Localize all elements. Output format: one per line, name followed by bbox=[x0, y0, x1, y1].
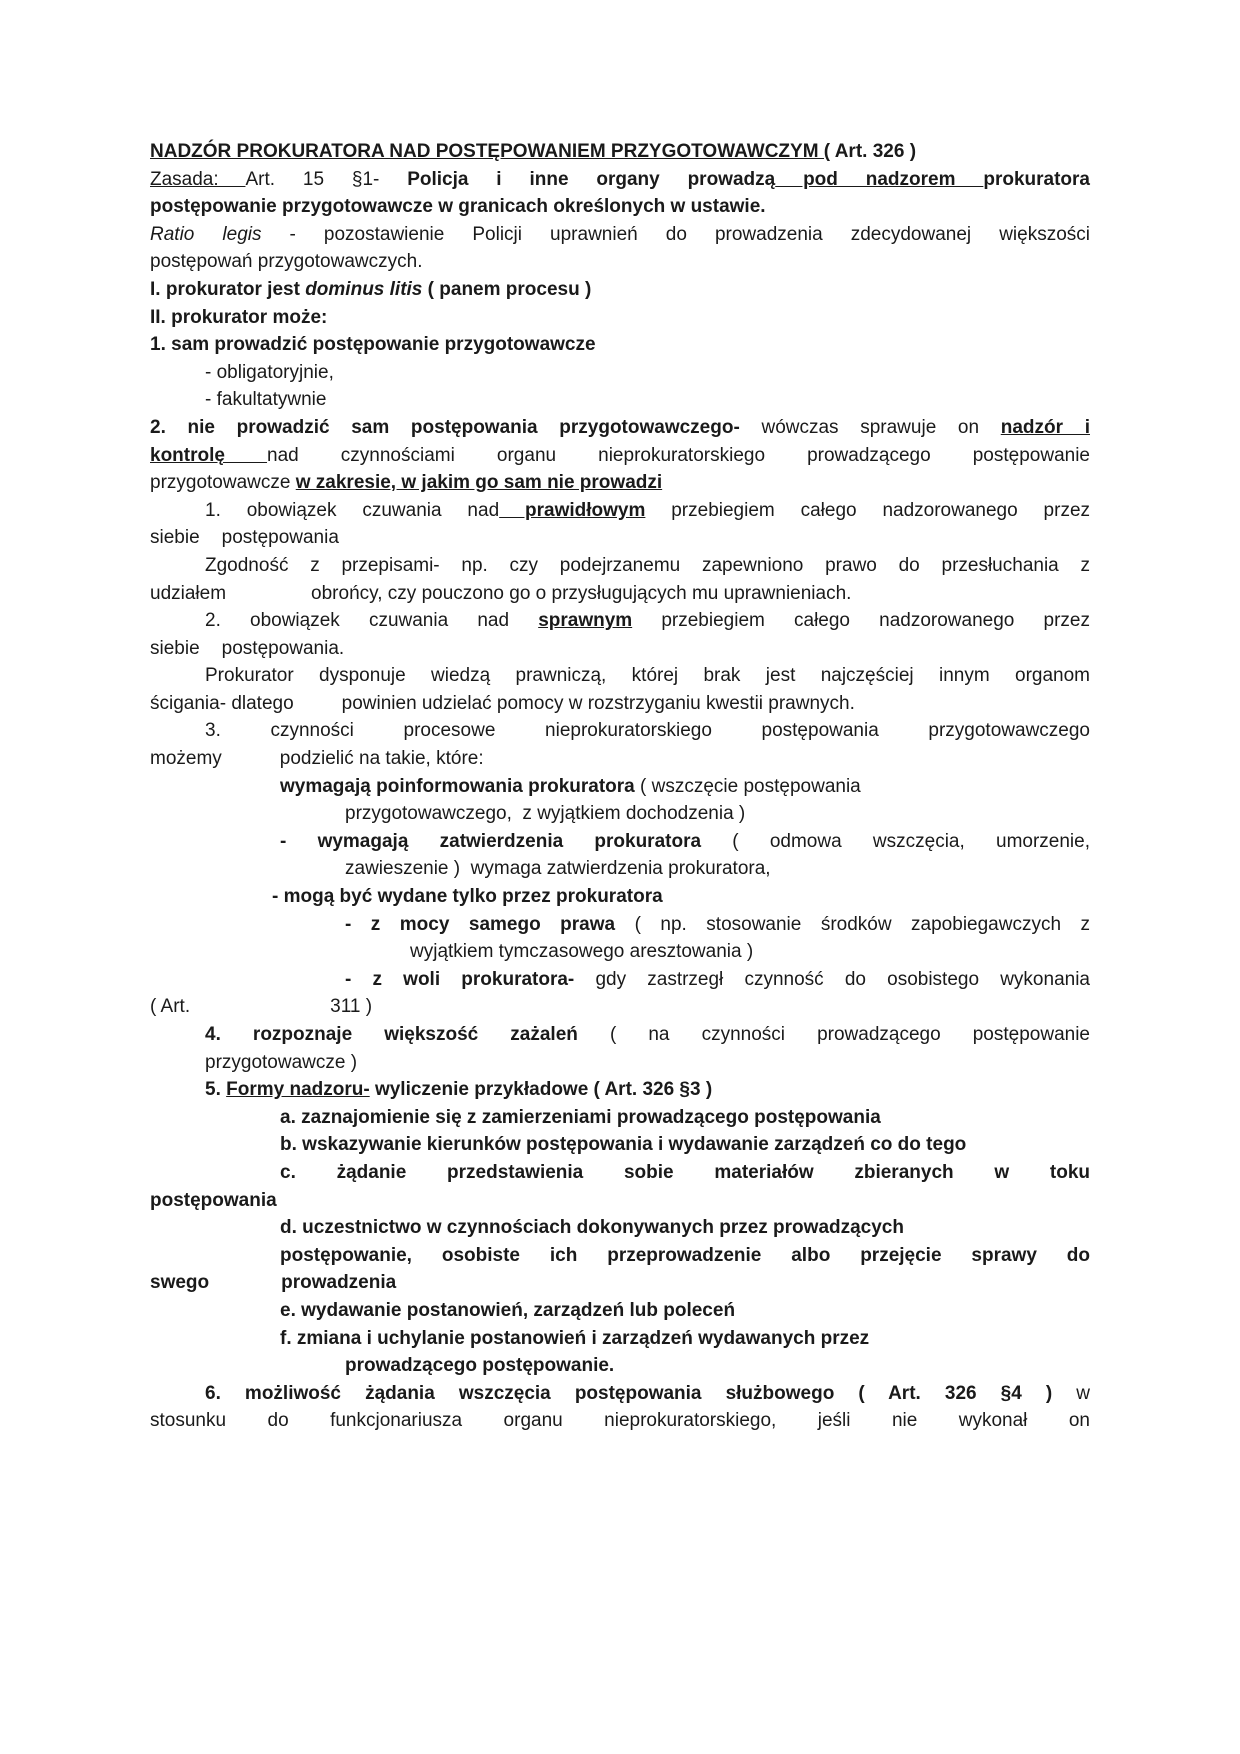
text-line bbox=[150, 221, 1090, 249]
text-segment: prowadzącego postępowanie. bbox=[345, 1355, 615, 1377]
text-segment: nad czynnościami organu nieprokuratorskiego prowadzącego postępowanie bbox=[267, 444, 1090, 466]
text-segment: - pozostawienie Policji uprawnień do prowadzenia zdecydowanej większości bbox=[261, 223, 1090, 245]
text-segment: ( na czynności prowadzącego postępowanie bbox=[577, 1024, 1090, 1045]
text-segment: postępowania bbox=[221, 527, 339, 549]
text-segment: postępowania. bbox=[221, 637, 345, 659]
text-segment: 5. bbox=[205, 1079, 227, 1101]
text-line bbox=[150, 469, 1090, 497]
text-line bbox=[205, 1380, 1090, 1408]
text-line bbox=[205, 607, 1090, 635]
text-line bbox=[150, 248, 1090, 276]
text-line bbox=[345, 855, 1090, 883]
text-line bbox=[150, 1187, 1090, 1215]
text-line bbox=[280, 1297, 1090, 1325]
text-segment: postępowania bbox=[150, 1189, 277, 1211]
text-line bbox=[280, 1242, 1090, 1270]
text-line bbox=[150, 635, 1090, 663]
text-segment: w zakresie, w jakim go sam nie prowadzi bbox=[295, 472, 663, 494]
text-segment: I. prokurator jest bbox=[150, 278, 306, 300]
text-segment: II. prokurator może: bbox=[150, 306, 328, 328]
text-line bbox=[345, 966, 1090, 994]
text-line bbox=[345, 911, 1090, 939]
text-line bbox=[280, 828, 1090, 856]
text-segment: ( wszczęcie postępowania bbox=[634, 775, 861, 797]
text-line bbox=[150, 193, 1090, 221]
text-segment: 311 ) bbox=[330, 996, 373, 1018]
text-line bbox=[345, 1352, 1090, 1380]
text-line bbox=[280, 1131, 1090, 1159]
text-segment: przebiegiem całego nadzorowanego przez bbox=[632, 610, 1090, 632]
text-segment: ścigania- dlatego bbox=[150, 692, 294, 714]
text-segment: przebiegiem całego nadzorowanego przez bbox=[645, 499, 1091, 521]
tab-gap bbox=[200, 653, 222, 654]
text-segment: 1. sam prowadzić postępowanie przygotowawcze bbox=[150, 334, 596, 356]
text-line bbox=[280, 1214, 1090, 1242]
text-line bbox=[205, 1049, 1090, 1077]
text-line bbox=[150, 993, 1090, 1021]
text-segment: siebie bbox=[150, 637, 200, 659]
text-segment: możemy bbox=[150, 748, 222, 770]
text-segment: kontrolę bbox=[150, 444, 268, 466]
tab-gap bbox=[209, 1287, 281, 1288]
text-line bbox=[150, 276, 1090, 304]
text-line bbox=[150, 580, 1090, 608]
text-line bbox=[150, 745, 1090, 773]
text-line bbox=[150, 331, 1090, 359]
text-segment: - mogą być wydane tylko przez prokuratora bbox=[272, 886, 663, 908]
text-segment: - wymagają zatwierdzenia prokuratora bbox=[280, 830, 702, 852]
text-segment: siebie bbox=[150, 527, 200, 549]
text-segment: prokuratora bbox=[983, 168, 1090, 190]
text-segment: przygotowawcze bbox=[150, 472, 296, 494]
text-segment: prawidłowym bbox=[499, 499, 646, 521]
text-segment: wówczas sprawuje on bbox=[739, 416, 1001, 438]
text-line bbox=[205, 662, 1090, 690]
text-segment: - z woli prokuratora- bbox=[345, 968, 575, 990]
text-line bbox=[150, 1407, 1090, 1435]
document-heading bbox=[150, 138, 1090, 166]
text-segment: w bbox=[1052, 1382, 1090, 1404]
text-line bbox=[150, 442, 1090, 470]
text-segment: udziałem bbox=[150, 582, 227, 604]
text-segment: Policja i inne organy prowadzą bbox=[407, 168, 776, 190]
text-segment: Zgodność z przepisami- np. czy podejrzanemu zapewniono prawo do przesłuchania z bbox=[205, 554, 1090, 576]
text-segment: Zasada: bbox=[150, 168, 246, 190]
text-segment: stosunku do funkcjonariusza organu nieprokuratorskiego, jeśli nie wykonał on bbox=[150, 1410, 1090, 1432]
text-line bbox=[150, 414, 1090, 442]
text-segment: przygotowawcze ) bbox=[205, 1051, 358, 1073]
text-segment: e. wydawanie postanowień, zarządzeń lub poleceń bbox=[280, 1299, 736, 1321]
text-line bbox=[410, 938, 1090, 966]
text-segment: 6. możliwość żądania wszczęcia postępowania służbowego bbox=[205, 1382, 835, 1404]
text-segment: Ratio legis bbox=[150, 223, 262, 245]
text-segment: NADZÓR PROKURATORA NAD POSTĘPOWANIEM PRZYGOTOWAWCZYM ( bbox=[150, 141, 831, 162]
text-line bbox=[205, 1021, 1090, 1049]
text-segment: gdy zastrzegł czynność do osobistego wykonania bbox=[574, 968, 1090, 990]
text-segment: - fakultatywnie bbox=[205, 389, 327, 411]
text-segment: Art. 326 ) bbox=[830, 141, 917, 162]
text-segment: podzielić na takie, które: bbox=[279, 748, 484, 770]
text-segment: d. uczestnictwo w czynnościach dokonywanych przez prowadzących bbox=[280, 1217, 904, 1239]
text-segment: a. zaznajomienie się z zamierzeniami prowadzącego postępowania bbox=[280, 1106, 881, 1128]
text-line bbox=[205, 386, 1090, 414]
text-line bbox=[345, 800, 1090, 828]
text-segment: nadzór i bbox=[1000, 416, 1090, 438]
text-segment: wyjątkiem tymczasowego aresztowania ) bbox=[410, 941, 754, 963]
text-segment: postępowanie, osobiste ich przeprowadzenie albo przejęcie sprawy do bbox=[280, 1244, 1090, 1266]
text-segment: swego bbox=[150, 1272, 210, 1294]
text-segment: sprawnym bbox=[538, 610, 633, 632]
text-segment: Prokurator dysponuje wiedzą prawniczą, której brak jest najczęściej innym organom bbox=[205, 665, 1090, 687]
text-segment: wyliczenie przykładowe ( Art. 326 §3 ) bbox=[369, 1079, 713, 1101]
text-line bbox=[280, 773, 1090, 801]
text-segment: - z mocy samego prawa bbox=[345, 913, 616, 935]
text-segment: przygotowawczego, z wyjątkiem dochodzenia ) bbox=[345, 803, 746, 825]
text-line bbox=[150, 1269, 1090, 1297]
tab-gap bbox=[200, 542, 222, 543]
text-line bbox=[205, 359, 1090, 387]
text-line bbox=[205, 497, 1090, 525]
text-segment: c. żądanie przedstawienia sobie materiałów zbieranych w toku bbox=[280, 1161, 1090, 1183]
text-segment: 4. rozpoznaje większość zażaleń bbox=[205, 1024, 578, 1045]
text-line bbox=[150, 690, 1090, 718]
text-segment: Formy nadzoru- bbox=[226, 1079, 370, 1101]
text-segment: f. zmiana i uchylanie postanowień i zarządzeń wydawanych przez bbox=[280, 1327, 870, 1349]
text-segment: Art. 15 §1- bbox=[245, 168, 408, 190]
text-line bbox=[205, 717, 1090, 745]
text-line bbox=[205, 552, 1090, 580]
text-line bbox=[280, 1325, 1090, 1353]
text-segment: powinien udzielać pomocy w rozstrzyganiu kwestii prawnych. bbox=[341, 692, 855, 714]
text-segment: - obligatoryjnie, bbox=[205, 361, 334, 383]
text-segment: wymagają poinformowania prokuratora bbox=[280, 775, 635, 797]
text-segment: ( panem procesu ) bbox=[422, 278, 592, 300]
tab-gap bbox=[294, 708, 342, 709]
text-line bbox=[150, 166, 1090, 194]
text-line bbox=[150, 524, 1090, 552]
text-segment: obrońcy, czy pouczono go o przysługujących mu uprawnieniach. bbox=[311, 582, 852, 604]
text-line bbox=[205, 1076, 1090, 1104]
text-line bbox=[150, 304, 1090, 332]
tab-gap bbox=[222, 763, 280, 764]
text-segment: pod nadzorem bbox=[775, 168, 984, 190]
text-segment: b. wskazywanie kierunków postępowania i wydawanie zarządzeń co do tego bbox=[280, 1134, 967, 1156]
text-segment: 2. nie prowadzić sam postępowania przygotowawczego- bbox=[150, 416, 740, 438]
text-segment: ( np. stosowanie środków zapobiegawczych z bbox=[615, 913, 1091, 935]
text-segment: 1. obowiązek czuwania nad bbox=[205, 499, 500, 521]
text-segment: 3. czynności procesowe nieprokuratorskiego postępowania przygotowawczego bbox=[205, 720, 1090, 742]
text-segment: ( Art. 326 §4 ) bbox=[834, 1382, 1053, 1404]
tab-gap bbox=[190, 1011, 330, 1012]
text-line bbox=[280, 1104, 1090, 1132]
tab-gap bbox=[226, 598, 311, 599]
text-segment: ( Art. bbox=[150, 996, 191, 1018]
text-segment: postępowanie przygotowawcze w granicach określonych w ustawie. bbox=[150, 196, 766, 218]
text-segment: postępowań przygotowawczych. bbox=[150, 251, 423, 273]
text-segment: prowadzenia bbox=[281, 1272, 397, 1294]
text-segment: ( odmowa wszczęcia, umorzenie, bbox=[701, 830, 1090, 852]
text-segment: zawieszenie ) wymaga zatwierdzenia prokuratora, bbox=[345, 858, 771, 880]
text-line bbox=[272, 883, 1090, 911]
text-segment: dominus litis bbox=[305, 278, 423, 300]
text-line bbox=[280, 1159, 1090, 1187]
text-segment: 2. obowiązek czuwania nad bbox=[205, 610, 539, 632]
